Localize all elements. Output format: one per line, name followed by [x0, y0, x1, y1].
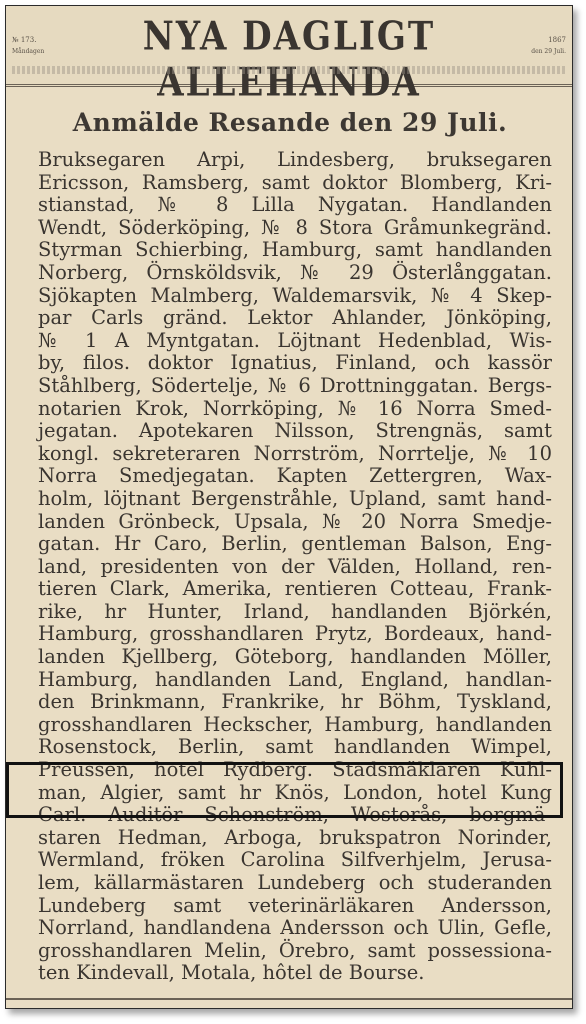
article-line: jegatan. Apotekaren Nilsson, Strengnäs, samt — [38, 419, 552, 443]
article-line: Sjökapten Malmberg, Waldemarsvik, № 4 Skep- — [38, 283, 552, 307]
article-line: № 1 A Myntgatan. Löjtnant Hedenblad, Wis- — [38, 328, 552, 352]
article-line: tieren Clark, Amerika, rentieren Cotteau, Frank- — [38, 577, 552, 601]
article-line: Wendt, Söderköping, № 8 Stora Gråmunkegränd. — [38, 215, 552, 239]
article-line: landen Grönbeck, Upsala, № 20 Norra Smedje- — [38, 509, 552, 533]
issue-day: Måndagen — [12, 48, 45, 55]
masthead — [6, 6, 572, 106]
article-line: stianstad, № 8 Lilla Nygatan. Handlanden — [38, 193, 552, 217]
issue-number: № 173. — [12, 36, 37, 44]
bottom-rule — [6, 998, 572, 1000]
newspaper-clipping — [5, 5, 573, 1009]
article-line: Hamburg, handlanden Land, England, handlan- — [38, 667, 552, 691]
article-line: lem, källarmästaren Lundeberg och studeranden — [38, 871, 552, 894]
article-line: Norra Smedjegatan. Kapten Zettergren, Wax- — [38, 464, 552, 488]
newspaper-title: NYA DAGLIGT ALLEHANDA — [142, 14, 436, 106]
article-line: staren Hedman, Arboga, brukspatron Norinder, — [38, 825, 552, 849]
article-line: man, Algier, samt hr Knös, London, hotel Kung — [38, 780, 552, 804]
article-line: Lundeberg samt veterinärläkaren Andersson, — [38, 893, 552, 917]
highlight-box — [6, 762, 563, 818]
article-line: Ståhlberg, Södertelje, № 6 Drottninggatan. Bergs- — [38, 373, 552, 397]
article-line: grosshandlaren Melin, Örebro, samt possessiona- — [38, 938, 552, 962]
article-line: Preussen, hotel Rydberg. Stadsmäklaren Kuhl- — [38, 758, 552, 782]
article — [18, 108, 562, 985]
article-body — [18, 149, 562, 985]
article-line: ten Kindevall, Motala, hôtel de Bourse. — [38, 961, 425, 985]
article-line: kongl. sekreteraren Norrström, Norrtelje, № 10 — [38, 441, 552, 465]
article-line: land, presidenten von der Välden, Holland, ren- — [38, 554, 552, 578]
article-line: den Brinkmann, Frankrike, hr Böhm, Tyskland, — [38, 690, 552, 714]
article-line: par Carls gränd. Lektor Ahlander, Jönköping, — [38, 306, 552, 330]
article-line: Carl. Auditör Schenström, Westerås, borgmä- — [38, 803, 552, 827]
article-line: Bruksegaren Arpi, Lindesberg, bruksegaren — [38, 148, 552, 171]
article-line: landen Kjellberg, Göteborg, handlanden Möller, — [38, 645, 552, 669]
article-line: gatan. Hr Caro, Berlin, gentleman Balson, Eng- — [38, 532, 552, 556]
article-line: grosshandlaren Heckscher, Hamburg, handlanden — [38, 712, 552, 736]
issue-year: 1867 — [548, 36, 566, 44]
article-line: Norrland, handlandena Andersson och Ulin, Gefle, — [38, 916, 552, 940]
article-line: Styrman Schierbing, Hamburg, samt handlanden — [38, 238, 552, 262]
article-line: Rosenstock, Berlin, samt handlanden Wimpel, — [38, 735, 552, 759]
article-heading: Anmälde Resande den 29 Juli. — [72, 108, 508, 137]
article-line: holm, löjtnant Bergenstråhle, Upland, samt hand- — [38, 486, 552, 510]
article-line: Norberg, Örnsköldsvik, № 29 Österlånggatan. — [38, 260, 552, 284]
article-line: Wermland, fröken Carolina Silfverhjelm, Jerusa- — [38, 848, 552, 872]
article-line: notarien Krok, Norrköping, № 16 Norra Smed- — [38, 396, 552, 420]
article-line: rike, hr Hunter, Irland, handlanden Björkén, — [38, 599, 552, 623]
masthead-fine-print — [12, 66, 566, 74]
article-line: by, filos. doktor Ignatius, Finland, och kassör — [38, 351, 552, 375]
article-line: Hamburg, grosshandlaren Prytz, Bordeaux, hand- — [38, 622, 552, 646]
issue-date: den 29 Juli. — [531, 48, 566, 55]
article-line: Ericsson, Ramsberg, samt doktor Blomberg, Kri- — [38, 170, 552, 194]
